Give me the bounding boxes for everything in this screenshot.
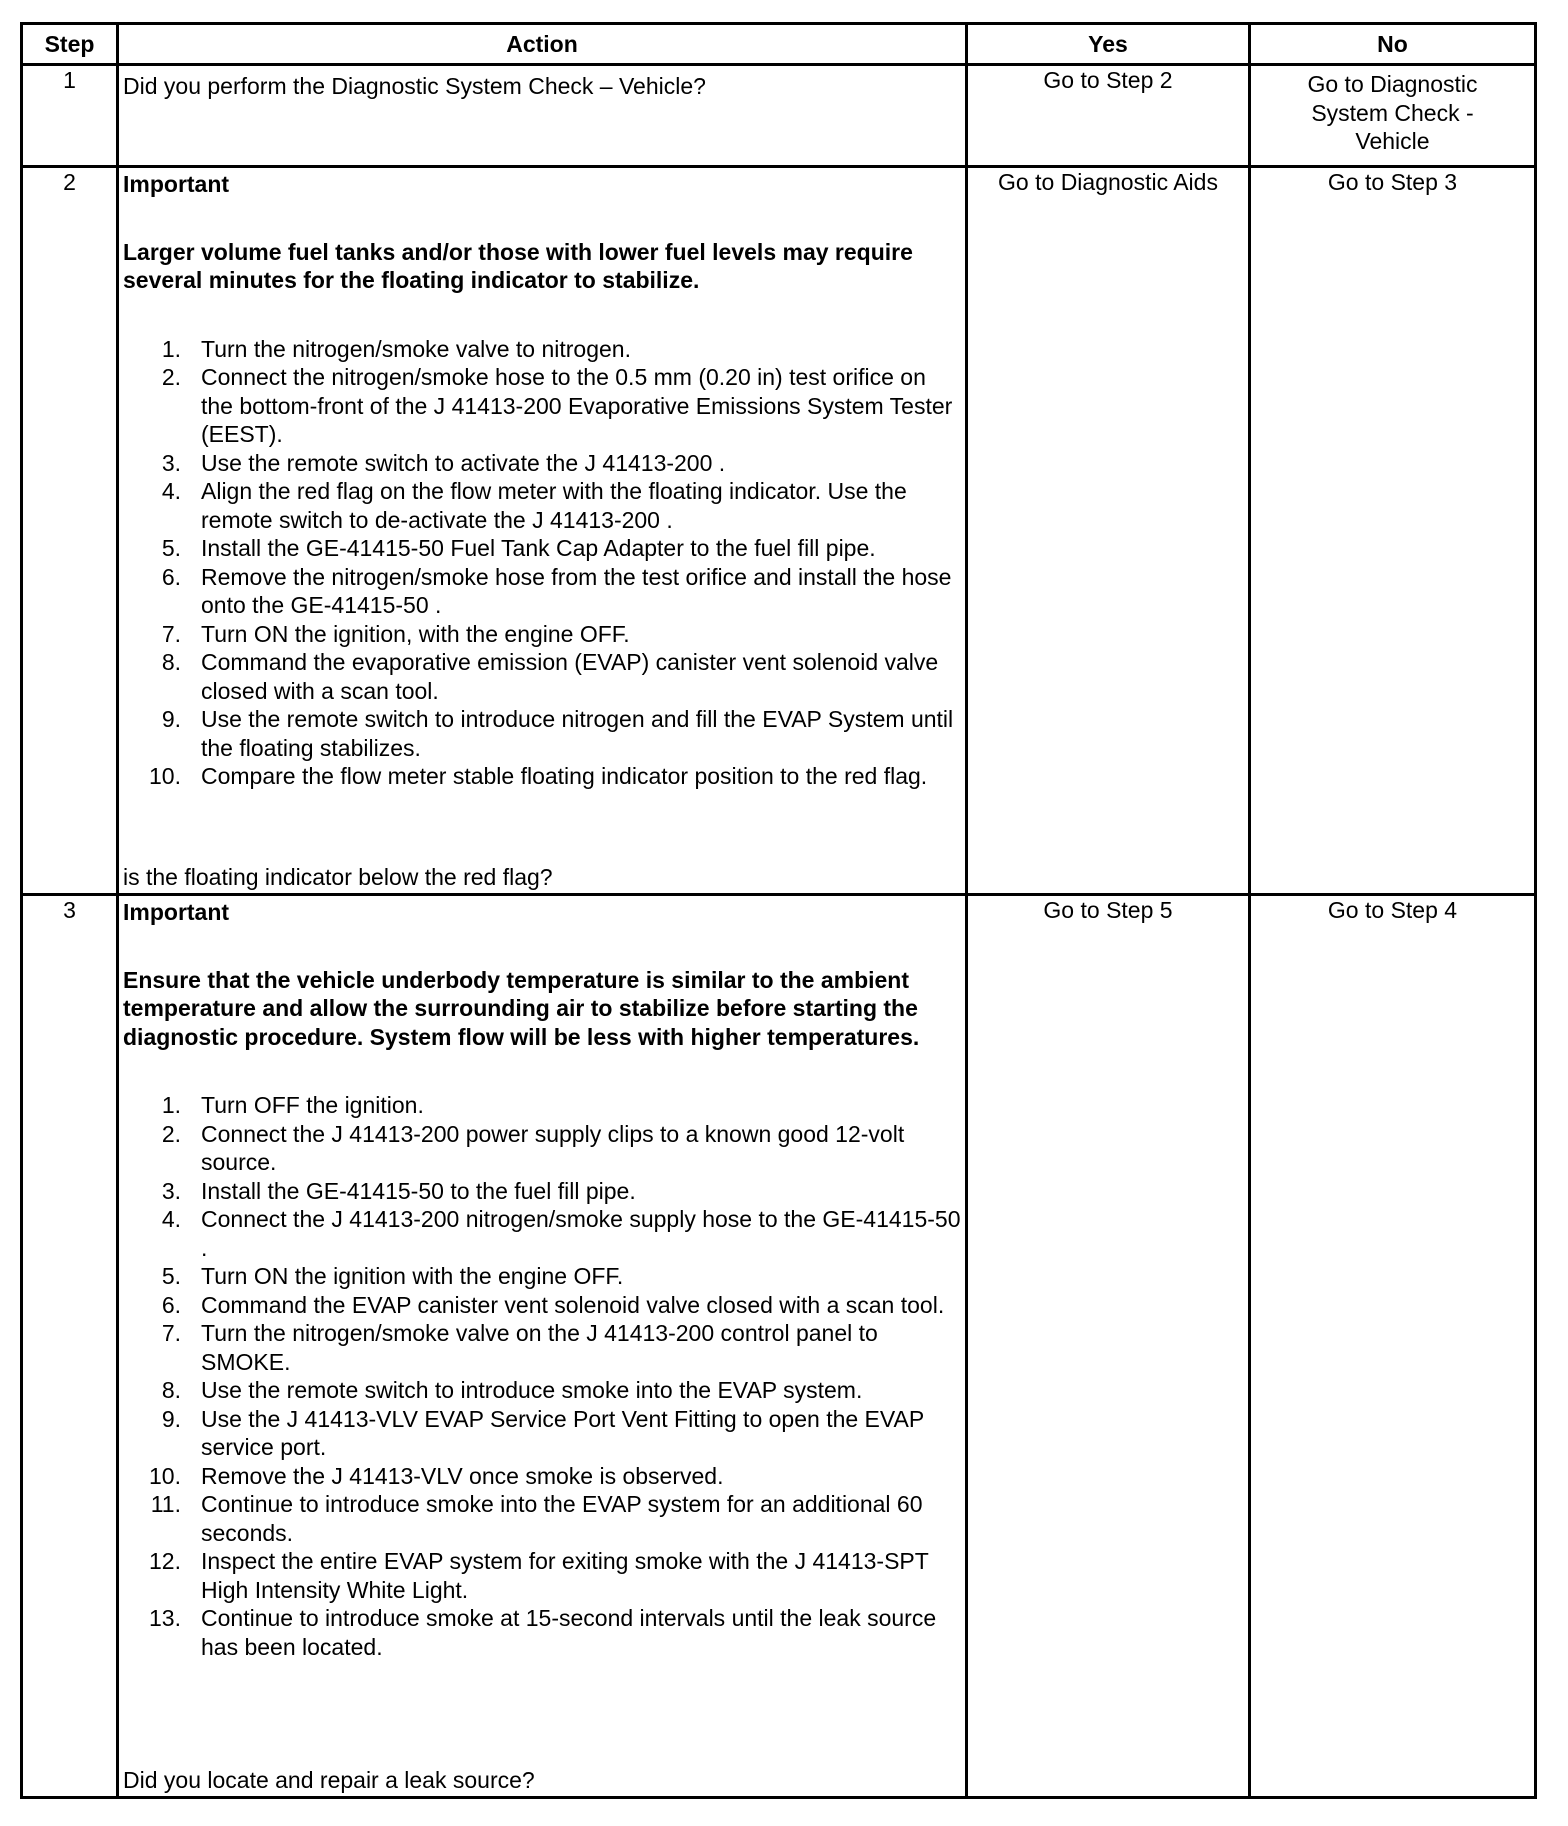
- no-result: Go to Step 4: [1250, 895, 1536, 1798]
- important-label: Important: [123, 899, 230, 925]
- list-item: [123, 1490, 961, 1547]
- list-item-number: 3.: [161, 1177, 181, 1204]
- list-item-text: Continue to introduce smoke at 15-second intervals until the leak source has been located.: [201, 1605, 937, 1660]
- list-item-text: Use the remote switch to introduce smoke into the EVAP system.: [201, 1377, 863, 1403]
- list-item-text: Turn OFF the ignition.: [201, 1092, 424, 1118]
- important-note: Ensure that the vehicle underbody temperature is similar to the ambient temperature and allow the surrounding air to stabilize before starting the diagnostic procedure. System flow will be less with higher temperatures.: [123, 966, 920, 1050]
- list-item: [123, 620, 961, 649]
- list-item-text: Connect the J 41413-200 nitrogen/smoke supply hose to the GE-41415-50 .: [201, 1206, 961, 1261]
- list-item: [123, 705, 961, 762]
- list-item: [123, 534, 961, 563]
- table-row: [22, 167, 1536, 895]
- list-item: [123, 762, 961, 791]
- list-item-number: 3.: [161, 449, 181, 476]
- list-item-text: Connect the nitrogen/smoke hose to the 0.5 mm (0.20 in) test orifice on the bottom-front of the J 41413-200 Evaporative Emissions System Tester (EEST).: [201, 364, 953, 447]
- yes-result: Go to Step 2: [967, 65, 1250, 167]
- yes-result: Go to Diagnostic Aids: [967, 167, 1250, 895]
- list-item: [123, 449, 961, 478]
- yes-result: Go to Step 5: [967, 895, 1250, 1798]
- list-item: [123, 477, 961, 534]
- list-item-text: Turn ON the ignition, with the engine OFF.: [201, 620, 630, 647]
- action-question: Did you perform the Diagnostic System Check – Vehicle?: [123, 73, 706, 99]
- list-item-number: 11.: [150, 1491, 181, 1517]
- list-item-number: 5.: [161, 535, 181, 561]
- list-item-number: 6.: [161, 1291, 181, 1318]
- list-item: [123, 335, 961, 364]
- list-item: [123, 1120, 961, 1177]
- list-item-number: 10.: [149, 1462, 181, 1489]
- table-row: [22, 895, 1536, 1798]
- list-item-text: Command the evaporative emission (EVAP) canister vent solenoid valve closed with a scan tool.: [201, 649, 939, 704]
- procedure-list: [123, 335, 961, 791]
- list-item-number: 8.: [161, 1377, 181, 1403]
- list-item-text: Compare the flow meter stable floating indicator position to the red flag.: [201, 763, 928, 789]
- list-item-number: 4.: [161, 478, 181, 504]
- list-item-text: Align the red flag on the flow meter with the floating indicator. Use the remote switch to de-activate the J 41413-200 .: [201, 478, 907, 533]
- list-item: [123, 1205, 961, 1262]
- action-cell: [118, 167, 967, 895]
- list-item-number: 4.: [161, 1206, 181, 1232]
- no-result: Go to Step 3: [1250, 167, 1536, 895]
- list-item-text: Command the EVAP canister vent solenoid valve closed with a scan tool.: [201, 1291, 945, 1318]
- header-no: No: [1250, 24, 1536, 65]
- list-item-number: 2.: [161, 1120, 181, 1147]
- list-item-text: Install the GE-41415-50 Fuel Tank Cap Adapter to the fuel fill pipe.: [201, 535, 876, 561]
- list-item-text: Remove the nitrogen/smoke hose from the test orifice and install the hose onto the GE-41415-50 .: [201, 563, 952, 618]
- important-label: Important: [123, 171, 230, 197]
- no-result: Go to Diagnostic System Check - Vehicle: [1250, 65, 1536, 167]
- list-item: [123, 1462, 961, 1491]
- list-item: [123, 1091, 961, 1120]
- list-item-number: 8.: [161, 649, 181, 675]
- list-item-text: Connect the J 41413-200 power supply clips to a known good 12-volt source.: [201, 1120, 905, 1175]
- header-action: Action: [118, 24, 967, 65]
- list-item: [123, 1291, 961, 1320]
- list-item-text: Inspect the entire EVAP system for exiting smoke with the J 41413-SPT High Intensity White Light.: [201, 1548, 929, 1603]
- table-header-row: [22, 24, 1536, 65]
- list-item-number: 7.: [161, 620, 181, 647]
- step-number: 2: [22, 167, 118, 895]
- list-item: [123, 1177, 961, 1206]
- step-number: 3: [22, 895, 118, 1798]
- list-item-number: 1.: [161, 335, 181, 362]
- list-item: [123, 1376, 961, 1405]
- list-item-text: Use the remote switch to activate the J 41413-200 .: [201, 449, 726, 476]
- list-item: [123, 1319, 961, 1376]
- list-item-text: Use the remote switch to introduce nitrogen and fill the EVAP System until the floating stabilizes.: [201, 706, 954, 761]
- list-item-text: Turn the nitrogen/smoke valve on the J 41413-200 control panel to SMOKE.: [201, 1320, 878, 1375]
- action-question: Did you locate and repair a leak source?: [123, 1766, 535, 1793]
- list-item: [123, 363, 961, 449]
- step-number: 1: [22, 65, 118, 167]
- important-note: Larger volume fuel tanks and/or those with lower fuel levels may require several minutes for the floating indicator to stabilize.: [123, 238, 913, 293]
- list-item-text: Use the J 41413-VLV EVAP Service Port Vent Fitting to open the EVAP service port.: [201, 1405, 924, 1460]
- list-item: [123, 1262, 961, 1291]
- list-item-number: 7.: [161, 1320, 181, 1346]
- diagnostic-table: [20, 22, 1537, 1799]
- list-item-text: Continue to introduce smoke into the EVAP system for an additional 60 seconds.: [201, 1491, 923, 1546]
- header-yes: Yes: [967, 24, 1250, 65]
- list-item-number: 9.: [161, 706, 181, 732]
- action-cell: [118, 65, 967, 167]
- table-row: [22, 65, 1536, 167]
- list-item: [123, 563, 961, 620]
- list-item: [123, 648, 961, 705]
- list-item: [123, 1604, 961, 1661]
- list-item-text: Remove the J 41413-VLV once smoke is observed.: [201, 1462, 724, 1489]
- action-question: is the floating indicator below the red flag?: [123, 863, 553, 890]
- header-step: Step: [22, 24, 118, 65]
- list-item-number: 5.: [161, 1263, 181, 1289]
- list-item-number: 10.: [149, 763, 181, 789]
- list-item-text: Turn ON the ignition with the engine OFF.: [201, 1263, 624, 1289]
- list-item-number: 1.: [161, 1092, 181, 1118]
- list-item-number: 6.: [161, 563, 181, 590]
- list-item-text: Turn the nitrogen/smoke valve to nitrogen.: [201, 335, 631, 362]
- list-item-text: Install the GE-41415-50 to the fuel fill pipe.: [201, 1177, 636, 1204]
- list-item: [123, 1405, 961, 1462]
- list-item-number: 13.: [149, 1605, 181, 1631]
- procedure-list: [123, 1091, 961, 1661]
- action-cell: [118, 895, 967, 1798]
- list-item-number: 2.: [161, 364, 181, 390]
- list-item-number: 12.: [149, 1548, 181, 1574]
- list-item-number: 9.: [161, 1405, 181, 1432]
- list-item: [123, 1547, 961, 1604]
